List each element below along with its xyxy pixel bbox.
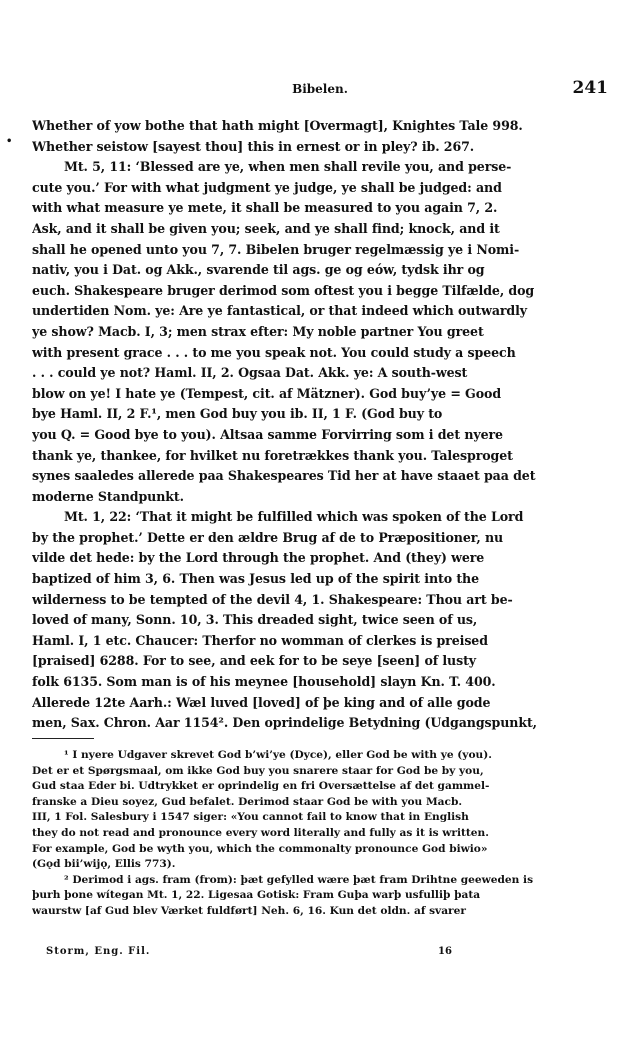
body-line: by the prophet.’ Dette er den ældre Brug af de to Præpositioner, nu xyxy=(32,529,504,545)
margin-bullet-mark: • xyxy=(6,136,13,147)
footnote-line: (Gǫd bii’wijǫ, Ellis 773). xyxy=(32,858,176,871)
body-line: Whether seistow [sayest thou] this in ernest or in pley? ib. 267. xyxy=(32,138,475,154)
body-line: loved of many, Sonn. 10, 3. This dreaded sight, twice seen of us, xyxy=(32,612,478,628)
body-line: cute you.’ For with what judgment ye judge, ye shall be judged: and xyxy=(32,179,502,195)
body-line: Haml. I, 1 etc. Chaucer: Therfor no womman of clerkes is preised xyxy=(32,632,488,648)
footnote-line: ² Derimod i ags. fram (from): þæt gefylled wære þæt fram Drihtne geeweden is xyxy=(64,873,534,886)
body-line: Ask, and it shall be given you; seek, and ye shall find; knock, and it xyxy=(32,220,500,236)
body-line: with what measure ye mete, it shall be measured to you again 7, 2. xyxy=(32,200,498,216)
running-title: Bibelen. xyxy=(292,82,348,96)
body-line: baptized of him 3, 6. Then was Jesus led up of the spirit into the xyxy=(32,571,480,587)
body-text xyxy=(32,116,608,734)
body-line: men, Sax. Chron. Aar 1154². Den oprindelige Betydning (Udgangspunkt, xyxy=(32,715,537,731)
body-line: euch. Shakespeare bruger derimod som oftest you i begge Tilfælde, dog xyxy=(32,282,535,298)
footnote-line: ¹ I nyere Udgaver skrevet God b’wi’ye (Dyce), eller God be with ye (you). xyxy=(64,749,492,761)
footnote-line: waurstw [af Gud blev Værket fuldført] Neh. 6, 16. Kun det oldn. af svarer xyxy=(32,904,466,917)
body-line: shall he opened unto you 7, 7. Bibelen bruger regelmæssig ye i Nomi- xyxy=(32,241,520,257)
footnote-divider xyxy=(32,738,94,739)
page-number: 241 xyxy=(572,78,608,98)
body-line: folk 6135. Som man is of his meynee [household] slayn Kn. T. 400. xyxy=(32,674,496,690)
body-line: vilde det hede: by the Lord through the prophet. And (they) were xyxy=(32,550,485,566)
footnote-line: Gud staa Eder bi. Udtrykket er oprindelig en fri Oversættelse af det gammel- xyxy=(32,780,490,793)
body-line: blow on ye! I hate ye (Tempest, cit. af Mätzner). God buy’ye = Good xyxy=(32,385,502,401)
body-line: thank ye, thankee, for hvilket nu foretrækkes thank you. Talesproget xyxy=(32,447,513,463)
footnote-line: þurh þone wítegan Mt. 1, 22. Ligesaa Gotisk: Fram Guþa warþ usfulliþ þata xyxy=(32,889,481,902)
signature-number: 16 xyxy=(438,946,452,957)
footnotes xyxy=(32,748,608,920)
body-line: ye show? Macb. I, 3; men strax efter: My noble partner You greet xyxy=(32,323,484,339)
body-line: with present grace . . . to me you speak not. You could study a speech xyxy=(32,344,516,360)
body-line: you Q. = Good bye to you). Altsaa samme Forvirring som i det nyere xyxy=(32,426,503,442)
footnote-line: they do not read and pronounce every word literally and fully as it is written. xyxy=(32,826,489,839)
body-line: Allerede 12te Aarh.: Wæl luved [loved] of þe king and of alle gode xyxy=(32,694,491,710)
body-line: bye Haml. II, 2 F.¹, men God buy you ib. II, 1 F. (God buy to xyxy=(32,406,443,422)
body-line: moderne Standpunkt. xyxy=(32,488,184,504)
body-line: Whether of yow bothe that hath might [Overmagt], Knightes Tale 998. xyxy=(32,118,523,133)
footnote-line: Det er et Spørgsmaal, om ikke God buy you snarere staar for God be by you, xyxy=(32,764,484,777)
body-line: Mt. 1, 22: ‘That it might be fulfilled which was spoken of the Lord xyxy=(64,509,524,525)
body-line: nativ, you i Dat. og Akk., svarende til ags. ge og eów, tydsk ihr og xyxy=(32,262,485,278)
body-line: wilderness to be tempted of the devil 4, 1. Shakespeare: Thou art be- xyxy=(32,591,513,607)
footnote-line: For example, God be wyth you, which the commonalty pronounce God biwio» xyxy=(32,842,488,855)
running-head xyxy=(32,78,608,100)
body-line: Mt. 5, 11: ‘Blessed are ye, when men shall revile you, and perse- xyxy=(64,159,512,175)
footnote-line: franske a Dieu soyez, Gud befalet. Derimod staar God be with you Macb. xyxy=(32,795,463,808)
printer-signature xyxy=(46,946,466,962)
body-line: synes saaledes allerede paa Shakespeares Tid her at have staaet paa det xyxy=(32,468,536,484)
signature-title: Storm, Eng. Fil. xyxy=(46,946,151,957)
body-line: undertiden Nom. ye: Are ye fantastical, or that indeed which outwardly xyxy=(32,303,528,319)
body-line: [praised] 6288. For to see, and eek for to be seye [seen] of lusty xyxy=(32,653,477,669)
body-line: . . . could ye not? Haml. II, 2. Ogsaa Dat. Akk. ye: A south-west xyxy=(32,365,468,381)
footnote-line: III, 1 Fol. Salesbury i 1547 siger: «You cannot fail to know that in English xyxy=(32,811,469,824)
